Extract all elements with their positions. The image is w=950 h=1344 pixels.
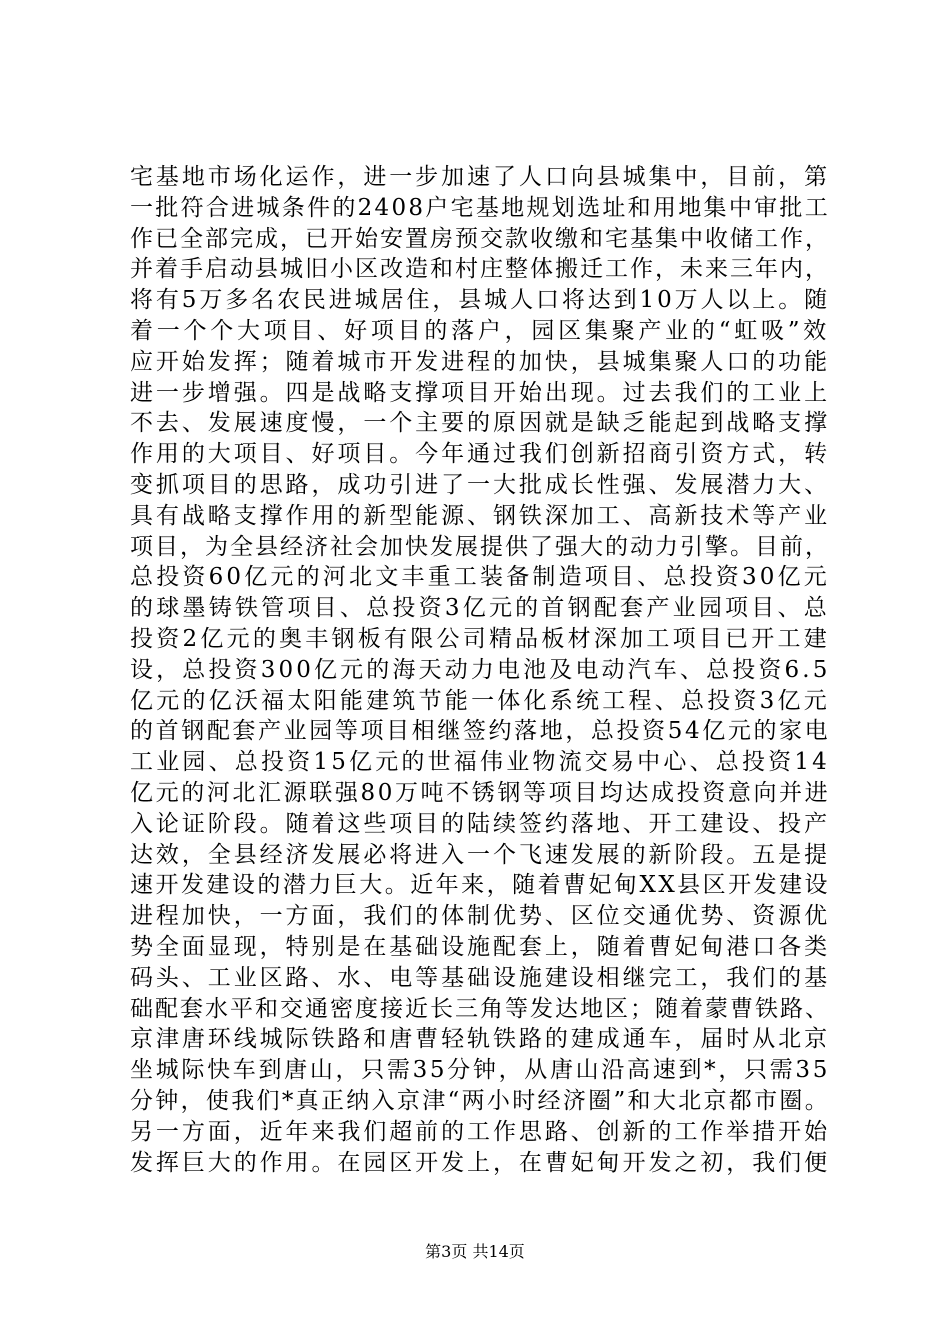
text-line: 应开始发挥；随着城市开发进程的加快，县城集聚人口的功能 [130, 348, 830, 375]
text-line: 并着手启动县城旧小区改造和村庄整体搬迁工作，未来三年内， [130, 256, 830, 283]
text-line: 的球墨铸铁管项目、总投资3亿元的首钢配套产业园项目、总 [130, 595, 830, 622]
text-line: 将有5万多名农民进城居住，县城人口将达到10万人以上。随 [130, 287, 830, 314]
text-line: 作已全部完成，已开始安置房预交款收缴和宅基集中收储工作， [130, 225, 830, 252]
text-line: 达效，全县经济发展必将进入一个飞速发展的新阶段。五是提 [130, 841, 830, 868]
text-line: 京津唐环线城际铁路和唐曹轻轨铁路的建成通车，届时从北京 [130, 1026, 830, 1053]
page-number: 第3页 共14页 [425, 1242, 525, 1261]
body-text [130, 162, 830, 1178]
text-line: 设，总投资300亿元的海天动力电池及电动汽车、总投资6.5 [130, 656, 831, 683]
text-line: 项目，为全县经济社会加快发展提供了强大的动力引擎。目前， [130, 533, 830, 560]
text-line: 亿元的河北汇源联强80万吨不锈钢等项目均达成投资意向并进 [130, 779, 831, 806]
text-line: 不去、发展速度慢，一个主要的原因就是缺乏能起到战略支撑 [130, 410, 830, 437]
text-line: 一批符合进城条件的2408户宅基地规划选址和用地集中审批工 [130, 194, 830, 221]
text-line: 变抓项目的思路，成功引进了一大批成长性强、发展潜力大、 [130, 471, 830, 498]
text-line: 进程加快，一方面，我们的体制优势、区位交通优势、资源优 [130, 903, 830, 930]
page-footer [0, 1242, 950, 1262]
text-line: 速开发建设的潜力巨大。近年来，随着曹妃甸XX县区开发建设 [130, 872, 830, 899]
text-line: 码头、工业区路、水、电等基础设施建设相继完工，我们的基 [130, 964, 830, 991]
text-line: 的首钢配套产业园等项目相继签约落地，总投资54亿元的家电 [130, 718, 831, 745]
text-line: 着一个个大项目、好项目的落户，园区集聚产业的“虹吸”效 [130, 317, 830, 344]
text-line: 发挥巨大的作用。在园区开发上，在曹妃甸开发之初，我们便 [130, 1149, 830, 1176]
text-line: 入论证阶段。随着这些项目的陆续签约落地、开工建设、投产 [130, 810, 830, 837]
text-line: 势全面显现，特别是在基础设施配套上，随着曹妃甸港口各类 [130, 933, 830, 960]
text-line: 进一步增强。四是战略支撑项目开始出现。过去我们的工业上 [130, 379, 830, 406]
text-line: 宅基地市场化运作，进一步加速了人口向县城集中，目前，第 [130, 164, 830, 190]
text-line: 作用的大项目、好项目。今年通过我们创新招商引资方式，转 [130, 441, 830, 468]
text-line: 分钟，使我们*真正纳入京津“两小时经济圈”和大北京都市圈。 [130, 1087, 831, 1114]
text-line: 亿元的亿沃福太阳能建筑节能一体化系统工程、总投资3亿元 [130, 687, 830, 714]
text-line: 投资2亿元的奥丰钢板有限公司精品板材深加工项目已开工建 [130, 625, 830, 652]
text-line: 坐城际快车到唐山，只需35分钟，从唐山沿高速到*，只需35 [130, 1057, 831, 1084]
text-line: 础配套水平和交通密度接近长三角等发达地区；随着蒙曹铁路、 [130, 995, 830, 1022]
text-line: 工业园、总投资15亿元的世福伟业物流交易中心、总投资14 [130, 749, 830, 776]
text-line: 具有战略支撑作用的新型能源、钢铁深加工、高新技术等产业 [130, 502, 830, 529]
text-line: 总投资60亿元的河北文丰重工装备制造项目、总投资30亿元 [130, 564, 830, 591]
text-line: 另一方面，近年来我们超前的工作思路、创新的工作举措开始 [130, 1118, 830, 1145]
